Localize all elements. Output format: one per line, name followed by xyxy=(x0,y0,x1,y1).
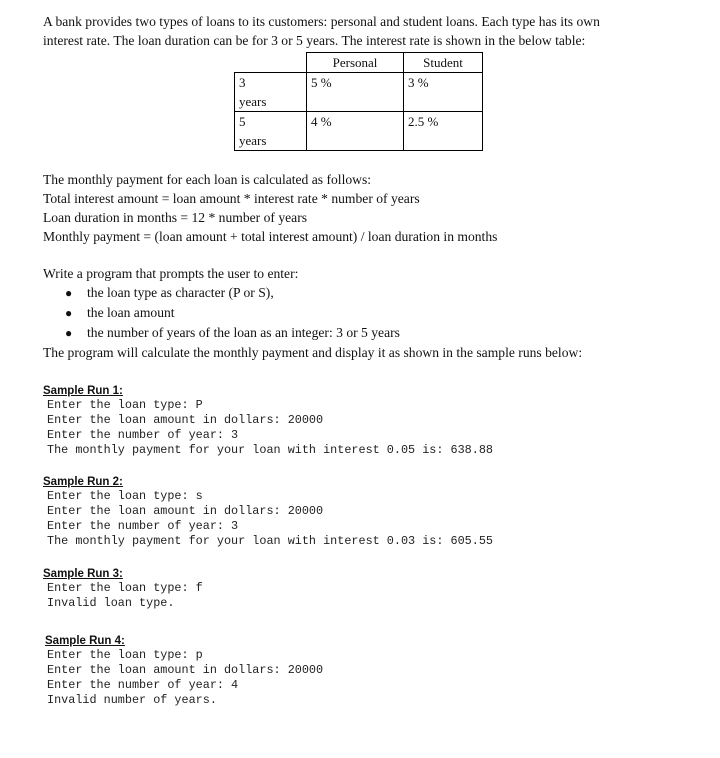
bullet-icon: ● xyxy=(65,286,73,300)
header-personal: Personal xyxy=(307,53,404,73)
output-line: Invalid number of years. xyxy=(47,693,217,707)
sample-run-output xyxy=(43,398,683,458)
sample-run-title: Sample Run 3: xyxy=(43,568,123,580)
sample-run-title: Sample Run 2: xyxy=(43,476,123,488)
duration-number: 5 xyxy=(239,114,246,129)
formula-total-interest: Total interest amount = loan amount * interest rate * number of years xyxy=(43,191,420,206)
duration-unit: years xyxy=(239,94,267,109)
bullet-icon: ● xyxy=(65,326,73,340)
list-item xyxy=(65,283,683,303)
output-line: Enter the number of year: 3 xyxy=(47,519,239,533)
sample-run-output xyxy=(45,648,685,708)
table-row xyxy=(235,73,483,112)
output-line: Enter the loan type: p xyxy=(47,648,203,662)
sample-run xyxy=(45,634,685,708)
header-student: Student xyxy=(404,53,483,73)
sample-run-title: Sample Run 4: xyxy=(45,635,125,647)
personal-rate-cell: 4 % xyxy=(307,112,404,151)
list-item xyxy=(65,303,683,323)
formula-monthly-payment: Monthly payment = (loan amount + total interest amount) / loan duration in months xyxy=(43,229,498,244)
interest-rate-table xyxy=(234,52,483,151)
intro-line: A bank provides two types of loans to its customers: personal and student loans. Each type has its own xyxy=(43,14,600,29)
output-line: Enter the loan amount in dollars: 20000 xyxy=(47,413,324,427)
input-list xyxy=(43,283,683,343)
table-row xyxy=(235,112,483,151)
output-line: Enter the loan amount in dollars: 20000 xyxy=(47,504,324,518)
duration-unit: years xyxy=(239,133,267,148)
output-line: Enter the loan amount in dollars: 20000 xyxy=(47,663,324,677)
duration-cell xyxy=(235,112,307,151)
student-rate-cell: 3 % xyxy=(404,73,483,112)
output-line: The monthly payment for your loan with interest 0.05 is: 638.88 xyxy=(47,443,493,457)
personal-rate-cell: 5 % xyxy=(307,73,404,112)
output-line: Enter the number of year: 4 xyxy=(47,678,239,692)
bullet-icon: ● xyxy=(65,306,73,320)
duration-number: 3 xyxy=(239,75,246,90)
output-line: Enter the loan type: s xyxy=(47,489,203,503)
task-closing: The program will calculate the monthly payment and display it as shown in the sample runs below: xyxy=(43,345,583,360)
sample-run-output xyxy=(43,581,683,611)
output-line: Invalid loan type. xyxy=(47,596,175,610)
output-line: Enter the loan type: P xyxy=(47,398,203,412)
formula-duration-months: Loan duration in months = 12 * number of years xyxy=(43,210,308,225)
formulas-heading: The monthly payment for each loan is calculated as follows: xyxy=(43,172,372,187)
intro-line: interest rate. The loan duration can be for 3 or 5 years. The interest rate is shown in the below table: xyxy=(43,33,586,48)
output-line: Enter the number of year: 3 xyxy=(47,428,239,442)
sample-run xyxy=(43,567,683,611)
list-item-text: the loan type as character (P or S), xyxy=(87,285,274,300)
formulas-section xyxy=(43,170,683,246)
intro-paragraph xyxy=(43,12,683,50)
output-line: The monthly payment for your loan with interest 0.03 is: 605.55 xyxy=(47,534,493,548)
student-rate-cell: 2.5 % xyxy=(404,112,483,151)
list-item xyxy=(65,323,683,343)
task-section xyxy=(43,264,683,362)
task-prompt: Write a program that prompts the user to enter: xyxy=(43,266,299,281)
list-item-text: the loan amount xyxy=(87,305,175,320)
sample-run xyxy=(43,475,683,549)
duration-cell xyxy=(235,73,307,112)
sample-run xyxy=(43,384,683,458)
sample-run-output xyxy=(43,489,683,549)
table-header-row xyxy=(235,53,483,73)
table-corner-cell xyxy=(235,53,307,73)
output-line: Enter the loan type: f xyxy=(47,581,203,595)
sample-run-title: Sample Run 1: xyxy=(43,385,123,397)
list-item-text: the number of years of the loan as an integer: 3 or 5 years xyxy=(87,325,400,340)
